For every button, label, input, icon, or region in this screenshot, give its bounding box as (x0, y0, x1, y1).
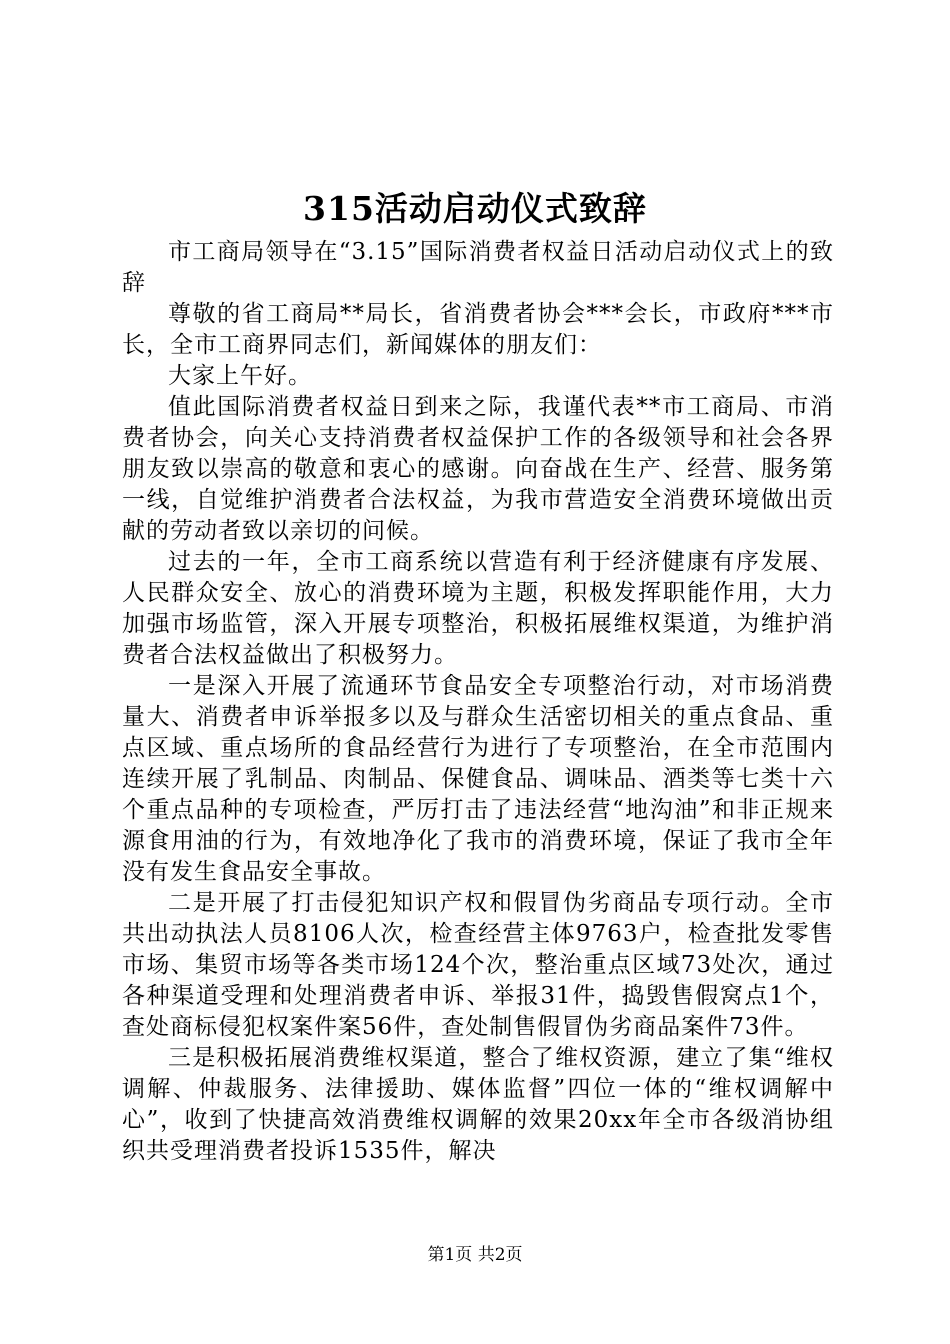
paragraph-heading: 市工商局领导在“3.15”国际消费者权益日活动启动仪式上的致辞 (122, 239, 834, 296)
paragraph: 二是开展了打击侵犯知识产权和假冒伪劣商品专项行动。全市共出动执法人员8106人次，检查经营主体9763户，检查批发零售市场、集贸市场等各类市场124个次，整治重点区域73处次，通过各种渠道受理和处理消费者申诉、举报31件，捣毁售假窝点1个，查处商标侵犯权案件案56件，查处制售假冒伪劣商品案件73件。 (122, 890, 834, 1040)
page-number: 第1页 共2页 (427, 1245, 523, 1265)
document-body (122, 237, 834, 1167)
paragraph: 值此国际消费者权益日到来之际，我谨代表**市工商局、市消费者协会，向关心支持消费者权益保护工作的各级领导和社会各界朋友致以崇高的敬意和衷心的感谢。向奋战在生产、经营、服务第一线，自觉维护消费者合法权益，为我市营造安全消费环境做出贡献的劳动者致以亲切的问候。 (122, 394, 834, 544)
paragraph: 三是积极拓展消费维权渠道，整合了维权资源，建立了集“维权调解、仲裁服务、法律援助、媒体监督”四位一体的“维权调解中心”，收到了快捷高效消费维权调解的效果20xx年全市各级消协组织共受理消费者投诉1535件，解决 (122, 1045, 834, 1164)
paragraph-salutation: 尊敬的省工商局**局长，省消费者协会***会长，市政府***市长，全市工商界同志们，新闻媒体的朋友们： (122, 301, 834, 358)
paragraph-greeting: 大家上午好。 (168, 363, 312, 389)
document-title: 315活动启动仪式致辞 (303, 189, 647, 228)
paragraph: 一是深入开展了流通环节食品安全专项整治行动，对市场消费量大、消费者申诉举报多以及与群众生活密切相关的重点食品、重点区域、重点场所的食品经营行为进行了专项整治，在全市范围内连续开展了乳制品、肉制品、保健食品、调味品、酒类等七类十六个重点品种的专项检查，严厉打击了违法经营“地沟油”和非正规来源食用油的行为，有效地净化了我市的消费环境，保证了我市全年没有发生食品安全事故。 (122, 673, 834, 885)
paragraph: 过去的一年，全市工商系统以营造有利于经济健康有序发展、人民群众安全、放心的消费环境为主题，积极发挥职能作用，大力加强市场监管，深入开展专项整治，积极拓展维权渠道，为维护消费者合法权益做出了积极努力。 (122, 549, 834, 668)
